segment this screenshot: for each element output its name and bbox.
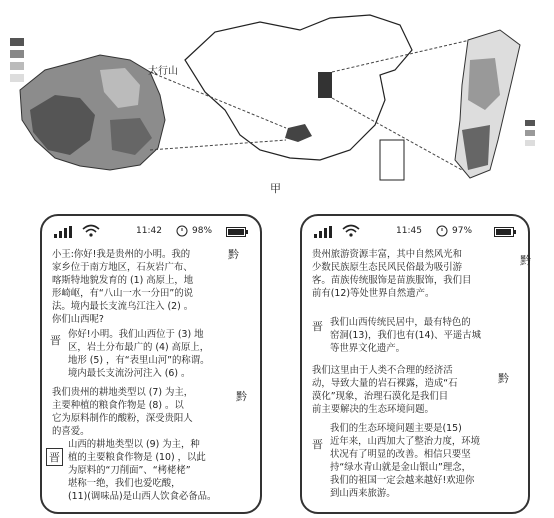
legend-swatch bbox=[10, 62, 24, 70]
message-line: 它为原料制作的酸粉，深受贵阳人 bbox=[52, 413, 193, 424]
message-guizhou-1 bbox=[52, 248, 248, 326]
signal-icon bbox=[54, 226, 74, 238]
shanxi-tag: 晋 bbox=[50, 334, 61, 347]
guizhou-map bbox=[10, 38, 165, 170]
message-line: 我们贵州的耕地类型以 (7) 为主， bbox=[52, 387, 194, 398]
message-line: 小王:你好!我是贵州的小明。我的 bbox=[52, 249, 191, 260]
message-line: 植的主要粮食作物是 (10) ，以此 bbox=[68, 452, 206, 463]
message-line: 形崎岖，有“八山一水一分田”的说 bbox=[52, 288, 193, 299]
message-line: 你们山西呢? bbox=[52, 314, 104, 325]
message-guizhou-3 bbox=[312, 248, 516, 300]
shanxi-map bbox=[455, 30, 535, 178]
alarm-icon bbox=[436, 225, 448, 237]
shanxi-tag: 晋 bbox=[46, 448, 63, 466]
map-strip-svg bbox=[0, 0, 554, 200]
shanxi-tag: 晋 bbox=[312, 320, 323, 333]
message-line: 状况有了明显的改善。相信只要坚 bbox=[330, 449, 471, 460]
wifi-icon bbox=[82, 224, 100, 238]
message-line: 区，岩土分布最广的 (4) 高原上， bbox=[68, 342, 210, 353]
legend-swatch bbox=[525, 130, 535, 136]
south-sea-inset bbox=[380, 140, 404, 180]
message-line: 动，导致大量的岩石裸露，造成“石 bbox=[312, 378, 458, 389]
message-line: 地形 (5) ，有“表里山河”的称谓。 bbox=[68, 355, 210, 366]
message-line: 为原料的“刀削面”、“栲栳栳” bbox=[68, 465, 191, 476]
message-line: 客。苗族传统服饰是苗族服饰，我们目 bbox=[312, 275, 472, 286]
battery-percent: 97% bbox=[452, 226, 473, 236]
legend-swatch bbox=[525, 120, 535, 126]
shanxi-tag: 晋 bbox=[312, 438, 323, 451]
legend-swatch bbox=[10, 38, 24, 46]
message-line: 到山西来旅游。 bbox=[330, 488, 396, 499]
message-line: 持“绿水青山就是金山银山”理念， bbox=[330, 462, 471, 473]
message-shanxi-1 bbox=[68, 328, 248, 380]
message-line: 我们的生态环境问题主要是(15) bbox=[330, 423, 462, 434]
legend-swatch bbox=[10, 74, 24, 82]
message-guizhou-4 bbox=[312, 364, 516, 416]
map-figure bbox=[0, 0, 554, 200]
message-shanxi-2 bbox=[68, 438, 248, 503]
status-bar bbox=[54, 224, 248, 240]
message-shanxi-3 bbox=[330, 316, 516, 355]
message-line: 堪称一绝，我们也爱吃酸， bbox=[68, 478, 181, 489]
message-line: 前主要解决的生态环境问题。 bbox=[312, 404, 434, 415]
message-shanxi-4 bbox=[330, 422, 516, 500]
clock-time: 11:42 bbox=[136, 226, 162, 236]
message-line: 贵州旅游资源丰富，其中自然风光和 bbox=[312, 249, 463, 260]
guizhou-tag: 黔 bbox=[228, 248, 239, 261]
message-line: 少数民族原生态民风民俗最为吸引游 bbox=[312, 262, 463, 273]
message-line: 喀斯特地貌发育的 (1) 高原上，地 bbox=[52, 275, 194, 286]
message-line: 境内最长支流汾河注入 (6) 。 bbox=[68, 368, 191, 379]
shanxi-region bbox=[318, 72, 332, 98]
message-line: 前有(12)等处世界自然遗产。 bbox=[312, 288, 435, 299]
message-line: 等世界文化遗产。 bbox=[330, 343, 406, 354]
figure-label: 甲 bbox=[270, 182, 281, 195]
message-guizhou-2 bbox=[52, 386, 248, 438]
guizhou-tag: 黔 bbox=[498, 372, 509, 385]
message-line: 窑洞(13)，我们也有(14)、平遥古城 bbox=[330, 330, 481, 341]
message-line: 家乡位于南方地区，石灰岩广布、 bbox=[52, 262, 193, 273]
message-line: 我们这里由于人类不合理的经济活 bbox=[312, 365, 453, 376]
battery-percent: 98% bbox=[192, 226, 213, 236]
china-map bbox=[150, 15, 470, 180]
battery-icon bbox=[226, 227, 248, 237]
message-line: 山西的耕地类型以 (9) 为主，种 bbox=[68, 439, 200, 450]
message-line: 的喜爱。 bbox=[52, 426, 90, 437]
signal-icon bbox=[314, 226, 334, 238]
message-line: 近年来，山西加大了整治力度，环境 bbox=[330, 436, 481, 447]
legend-swatch bbox=[525, 140, 535, 146]
message-line: 我们的祖国一定会越来越好!欢迎你 bbox=[330, 475, 475, 486]
alarm-icon bbox=[176, 225, 188, 237]
message-line: 漠化”现象，治理石漠化是我们目 bbox=[312, 391, 449, 402]
wifi-icon bbox=[342, 224, 360, 238]
message-line: 我们山西传统民居中，最有特色的 bbox=[330, 317, 471, 328]
battery-icon bbox=[494, 227, 516, 237]
status-bar bbox=[314, 224, 516, 240]
legend-swatch bbox=[10, 50, 24, 58]
taihang-label: 太行山 bbox=[148, 66, 178, 77]
message-line: (11)(调味品)是山西人饮食必备品。 bbox=[68, 491, 217, 502]
phone-right bbox=[300, 214, 530, 514]
message-line: 你好!小明。我们山西位于 (3) 地 bbox=[68, 329, 204, 340]
message-line: 法。境内最长支流乌江注入 (2) 。 bbox=[52, 301, 194, 312]
guizhou-tag: 黔 bbox=[236, 390, 247, 403]
guizhou-tag: 黔 bbox=[520, 254, 531, 267]
clock-time: 11:45 bbox=[396, 226, 422, 236]
message-line: 主要种植的粮食作物是 (8) 。以 bbox=[52, 400, 184, 411]
